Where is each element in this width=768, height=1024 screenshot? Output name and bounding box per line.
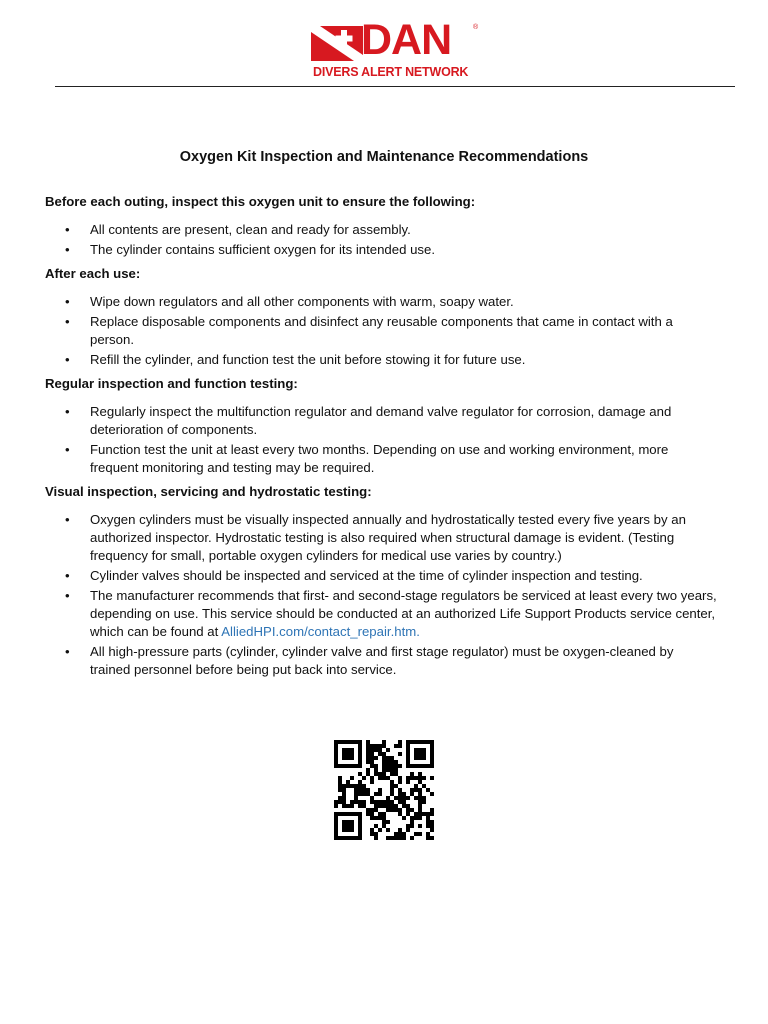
list-item [45,587,717,641]
logo-wordmark: DAN [361,16,452,64]
bullet-icon: • [65,512,70,527]
list-item [45,567,717,585]
section-heading: After each use: [45,266,141,281]
list-item [45,441,717,477]
bullet-icon: • [65,294,70,309]
bullet-icon: • [65,644,70,659]
page-title: Oxygen Kit Inspection and Maintenance Recommendations [179,149,589,165]
list-item-text: Replace disposable components and disinfect any reusable components that came in contact with a person. [90,314,673,347]
bullet-icon: • [65,314,70,329]
list-item-text: Function test the unit at least every two months. Depending on use and working environment, more frequent monitoring and testing may be required. [90,442,669,475]
list-item [45,241,717,259]
list-item-text: Cylinder valves should be inspected and serviced at the time of cylinder inspection and testing. [90,568,643,583]
list-item-text: The cylinder contains sufficient oxygen for its intended use. [90,242,436,257]
document-body [45,193,717,685]
list-item [45,313,717,349]
header-divider [55,86,735,87]
section-heading: Visual inspection, servicing and hydrostatic testing: [45,484,372,499]
section-regular-inspection [45,375,717,477]
list-item-text: All high-pressure parts (cylinder, cylinder valve and first stage regulator) must be oxygen-cleaned by trained personnel before being put back into service. [90,644,674,677]
list-item-text: Wipe down regulators and all other components with warm, soapy water. [90,294,514,309]
bullet-icon: • [65,352,70,367]
bullet-list [45,221,717,259]
dan-logo [311,16,481,80]
list-item-text: Regularly inspect the multifunction regulator and demand valve regulator for corrosion, damage and deterioration of components. [90,404,672,437]
section-after-use [45,265,717,369]
list-item-text: All contents are present, clean and ready for assembly. [90,222,411,237]
bullet-list [45,293,717,369]
section-before-outing [45,193,717,259]
bullet-icon: • [65,242,70,257]
bullet-icon: • [65,588,70,603]
logo-subtitle: DIVERS ALERT NETWORK [313,65,469,79]
list-item [45,403,717,439]
list-item [45,643,717,679]
list-item [45,221,717,239]
service-center-link[interactable]: AlliedHPI.com/contact_repair.htm. [221,624,420,639]
bullet-list [45,511,717,679]
bullet-icon: • [65,404,70,419]
list-item-text: The manufacturer recommends that first- and second-stage regulators be serviced at least every two years, depending on use. This service should be conducted at an authorized Life Support Products service center, which can be found at [90,588,717,639]
dive-flag-icon [311,26,363,61]
qr-code [333,737,435,843]
section-visual-inspection [45,483,717,679]
bullet-icon: • [65,442,70,457]
list-item [45,351,717,369]
bullet-icon: • [65,568,70,583]
bullet-icon: • [65,222,70,237]
bullet-list [45,403,717,477]
registered-mark-icon: ® [473,24,479,31]
list-item [45,511,717,565]
section-heading: Before each outing, inspect this oxygen unit to ensure the following: [45,194,476,209]
section-heading: Regular inspection and function testing: [45,376,298,391]
list-item [45,293,717,311]
list-item-text: Oxygen cylinders must be visually inspected annually and hydrostatically tested every five years by an authorized inspector. Hydrostatic testing is also required when structural damage is evident. (Testing frequency for small, portable oxygen cylinders for medical use varies by country.) [90,512,686,563]
list-item-text: Refill the cylinder, and function test the unit before stowing it for future use. [90,352,526,367]
qr-code-icon [333,737,435,843]
